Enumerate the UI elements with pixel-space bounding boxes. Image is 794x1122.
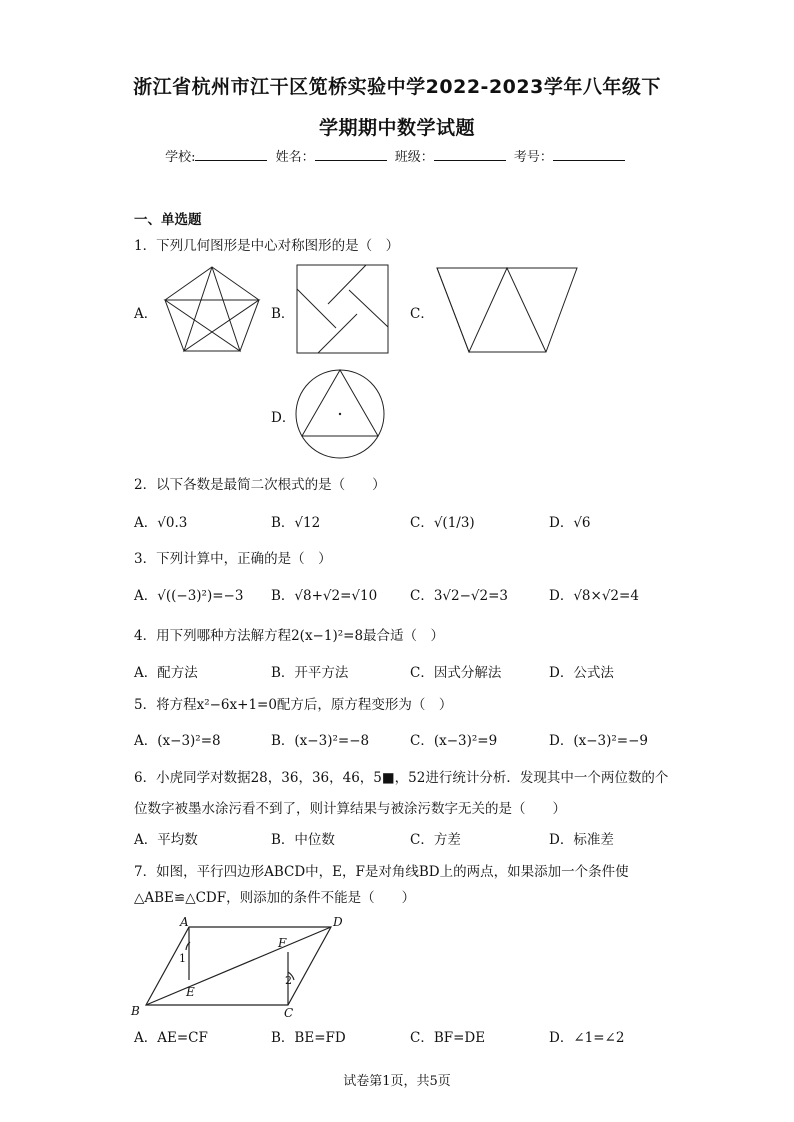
q4-option-c: C．因式分解法 <box>410 665 502 681</box>
q2-option-c: C．√(1/3) <box>410 515 475 531</box>
paper-title-line1: 浙江省杭州市江干区笕桥实验中学2022-2023学年八年级下 <box>133 76 661 98</box>
q5-option-c: C．(x−3)²=9 <box>410 733 498 749</box>
q7-stem-line1: 7．如图，平行四边形ABCD中，E，F是对角线BD上的两点，如果添加一个条件使 <box>134 864 629 880</box>
label-f: F <box>278 936 287 950</box>
student-info-row <box>0 146 794 165</box>
q1-option-a-label: A． <box>134 306 158 322</box>
label-d: D <box>333 915 343 929</box>
q7-stem-line2: △ABE≌△CDF，则添加的条件不能是（ ） <box>134 890 416 906</box>
q2-option-d: D．√6 <box>549 515 591 531</box>
q5-option-d: D．(x−3)²=−9 <box>549 733 648 749</box>
label-a: A <box>180 915 189 929</box>
class-label: 班级： <box>394 150 434 165</box>
q4-stem: 4．用下列哪种方法解方程2(x−1)²=8最合适（ ） <box>134 628 445 644</box>
q6-stem-line1: 6．小虎同学对数据28，36，36，46，5■，52进行统计分析．发现其中一个两位数的个 <box>134 770 669 786</box>
q6-option-b: B．中位数 <box>271 832 335 848</box>
q6-option-c: C．方差 <box>410 832 461 848</box>
paper-title-line2: 学期期中数学试题 <box>318 117 475 139</box>
q2-option-b: B．√12 <box>271 515 321 531</box>
q1-stem: 1．下列几何图形是中心对称图形的是（ ） <box>134 238 400 254</box>
q3-option-b: B．√8+√2=√10 <box>271 588 378 604</box>
label-b: B <box>131 1004 140 1018</box>
q2-option-a: A．√0.3 <box>134 515 188 531</box>
q2-stem: 2．以下各数是最简二次根式的是（ ） <box>134 477 386 493</box>
q1-option-c-label: C． <box>410 306 434 322</box>
q1-option-d-label: D． <box>271 410 296 426</box>
label-e: E <box>186 985 195 999</box>
name-blank[interactable] <box>315 148 387 161</box>
q7-option-d: D．∠1=∠2 <box>549 1030 625 1046</box>
q6-option-d: D．标准差 <box>549 832 614 848</box>
school-label: 学校: <box>165 150 196 165</box>
diagonal-bd <box>146 927 331 1005</box>
q1-figure-d-circle-triangle <box>294 368 390 460</box>
q1-figure-a-pentagram <box>160 262 264 356</box>
q5-option-b: B．(x−3)²=−8 <box>271 733 370 749</box>
page-footer: 试卷第1页，共5页 <box>343 1074 451 1089</box>
q1-figure-b-square <box>296 264 392 356</box>
q4-option-d: D．公式法 <box>549 665 614 681</box>
section-title: 一、单选题 <box>134 212 202 228</box>
label-c: C <box>284 1006 294 1018</box>
q6-stem-line2: 位数字被墨水涂污看不到了，则计算结果与被涂污数字无关的是（ ） <box>134 801 566 817</box>
q5-stem: 5．将方程x²−6x+1=0配方后，原方程变形为（ ） <box>134 697 453 713</box>
class-blank[interactable] <box>434 148 506 161</box>
name-label: 姓名： <box>275 150 315 165</box>
q7-option-b: B．BE=FD <box>271 1030 346 1046</box>
q3-stem: 3．下列计算中，正确的是（ ） <box>134 551 332 567</box>
exam-number-blank[interactable] <box>553 148 625 161</box>
q7-parallelogram-figure <box>128 914 350 1018</box>
q3-option-c: C．3√2−√2=3 <box>410 588 509 604</box>
q4-option-b: B．开平方法 <box>271 665 349 681</box>
q3-option-a: A．√((−3)²)=−3 <box>134 588 244 604</box>
q5-option-a: A．(x−3)²=8 <box>134 733 221 749</box>
q1-option-b-label: B． <box>271 306 295 322</box>
label-angle-1: 1 <box>179 952 186 965</box>
q1-figure-c-trapezoid <box>436 264 580 356</box>
q7-option-c: C．BF=DE <box>410 1030 486 1046</box>
q7-option-a: A．AE=CF <box>134 1030 208 1046</box>
exam-number-label: 考号： <box>513 150 553 165</box>
q3-option-d: D．√8×√2=4 <box>549 588 639 604</box>
school-blank[interactable] <box>195 148 267 161</box>
q6-option-a: A．平均数 <box>134 832 198 848</box>
label-angle-2: 2 <box>285 974 292 987</box>
q4-option-a: A．配方法 <box>134 665 198 681</box>
